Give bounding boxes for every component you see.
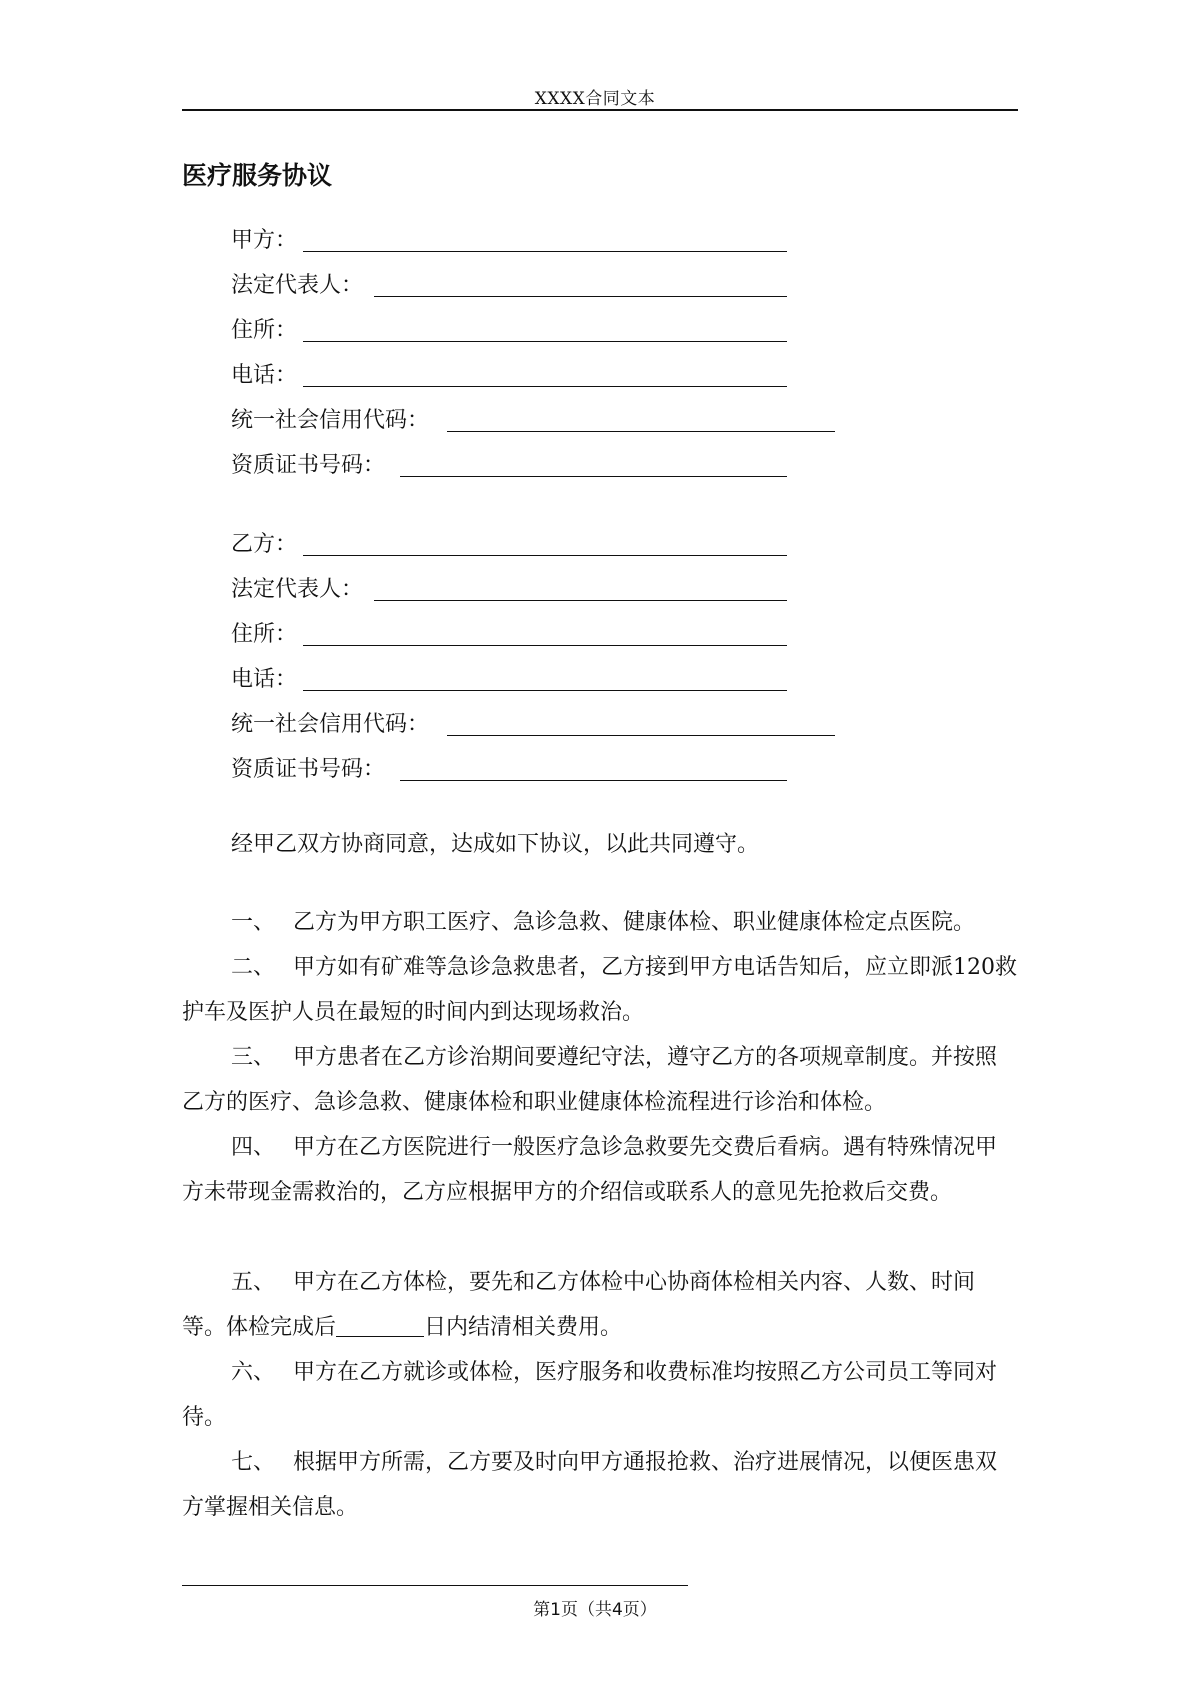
clause-text: 甲方患者在乙方诊治期间要遵纪守法，遵守乙方的各项规章制度。并按照乙方的医疗、急诊急救、健康体检和职业健康体检流程进行诊治和体检。 <box>182 1045 998 1115</box>
party-b-address-field <box>231 617 297 648</box>
clause-text: 根据甲方所需，乙方要及时向甲方通报抢救、治疗进展情况，以便医患双方掌握相关信息。 <box>182 1450 998 1520</box>
clause-number: 五、 <box>231 1270 276 1295</box>
party-a-address-field <box>231 313 297 344</box>
page-number: 第1页（共4页） <box>533 1600 657 1620</box>
clause-7 <box>182 1440 1018 1530</box>
document-title: 医疗服务协议 <box>182 161 333 190</box>
fill-line[interactable] <box>447 735 835 736</box>
field-label: 法定代表人： <box>231 273 364 298</box>
clause-5 <box>182 1260 1018 1350</box>
clause-2 <box>182 945 1018 1035</box>
header-rule <box>182 109 1018 111</box>
party-a-legal-rep-field <box>231 268 363 299</box>
clause-number: 一、 <box>231 910 276 935</box>
party-b-legal-rep-field <box>231 572 363 603</box>
fill-line[interactable] <box>374 296 787 297</box>
party-a-cert-no-field <box>231 448 385 479</box>
fill-line[interactable] <box>303 690 787 691</box>
fill-line[interactable] <box>303 645 787 646</box>
field-label: 法定代表人： <box>231 577 364 602</box>
clause-text: 甲方如有矿难等急诊急救患者，乙方接到甲方电话告知后，应立即派120救护车及医护人员在最短的时间内到达现场救治。 <box>182 955 1017 1025</box>
fill-line[interactable] <box>374 600 787 601</box>
field-label: 甲方： <box>231 228 298 253</box>
party-b-cert-no-field <box>231 752 385 783</box>
field-label: 乙方： <box>231 532 298 557</box>
clause-text: 乙方为甲方职工医疗、急诊急救、健康体检、职业健康体检定点医院。 <box>293 910 976 935</box>
clause-3 <box>182 1035 1018 1125</box>
clause-6 <box>182 1350 1018 1440</box>
clause-number: 二、 <box>231 955 276 980</box>
clause-number: 七、 <box>231 1450 276 1475</box>
field-label: 住所： <box>231 318 298 343</box>
field-label: 电话： <box>231 363 298 388</box>
party-b-phone-field <box>231 662 297 693</box>
clause-text: 甲方在乙方就诊或体检，医疗服务和收费标准均按照乙方公司员工等同对待。 <box>182 1360 998 1430</box>
party-a-credit-code-field <box>231 403 429 434</box>
clause-text-after: 日内结清相关费用。 <box>424 1315 623 1340</box>
clause-text: 甲方在乙方体检，要先和乙方体检中心协商体检相关内容、人数、时间等。体检完成后 <box>182 1270 976 1340</box>
days-blank[interactable] <box>336 1312 424 1337</box>
fill-line[interactable] <box>303 555 787 556</box>
fill-line[interactable] <box>303 341 787 342</box>
clause-number: 三、 <box>231 1045 276 1070</box>
footer-rule <box>182 1585 688 1586</box>
clause-number: 四、 <box>231 1135 276 1160</box>
field-label: 资质证书号码： <box>231 453 386 478</box>
intro-paragraph: 经甲乙双方协商同意，达成如下协议，以此共同遵守。 <box>231 832 760 857</box>
fill-line[interactable] <box>303 386 787 387</box>
party-b-credit-code-field <box>231 707 429 738</box>
field-label: 统一社会信用代码： <box>231 408 430 433</box>
page-header: XXXX合同文本 <box>534 89 656 109</box>
party-a-name-field <box>231 223 297 254</box>
fill-line[interactable] <box>303 251 787 252</box>
fill-line[interactable] <box>400 476 787 477</box>
clause-1 <box>182 900 1018 945</box>
clause-text: 甲方在乙方医院进行一般医疗急诊急救要先交费后看病。遇有特殊情况甲方未带现金需救治的，乙方应根据甲方的介绍信或联系人的意见先抢救后交费。 <box>182 1135 998 1205</box>
party-a-phone-field <box>231 358 297 389</box>
clause-4 <box>182 1125 1018 1215</box>
field-label: 统一社会信用代码： <box>231 712 430 737</box>
field-label: 住所： <box>231 622 298 647</box>
field-label: 电话： <box>231 667 298 692</box>
field-label: 资质证书号码： <box>231 757 386 782</box>
fill-line[interactable] <box>400 780 787 781</box>
fill-line[interactable] <box>447 431 835 432</box>
party-b-name-field <box>231 527 297 558</box>
clause-number: 六、 <box>231 1360 276 1385</box>
